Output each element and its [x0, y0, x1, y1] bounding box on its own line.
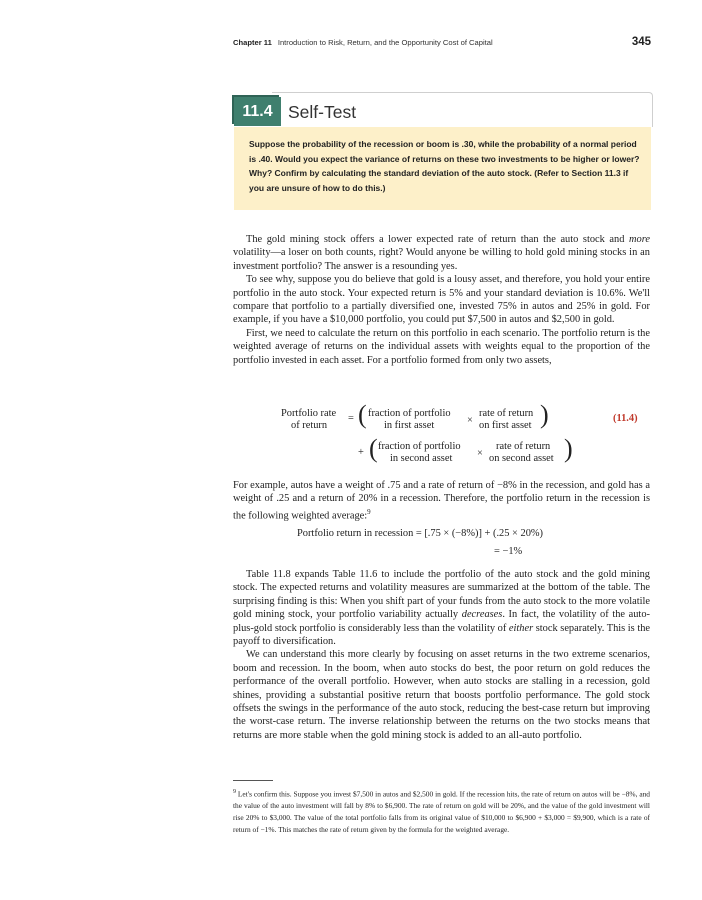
eq-term3-line1: fraction of portfolio — [378, 441, 461, 452]
eq-times-1: × — [467, 415, 473, 426]
eq-term3-line2: in second asset — [390, 453, 453, 464]
paragraph-5 — [233, 568, 650, 648]
eq-term1-line1: fraction of portfolio — [368, 408, 451, 419]
eq-lhs-line2: of return — [291, 420, 328, 431]
self-test-question-panel — [234, 127, 651, 210]
eq-equals: = — [348, 413, 354, 424]
running-header — [233, 38, 651, 52]
eq-term1-line2: in first asset — [384, 420, 435, 431]
paren-close-1: ) — [540, 400, 549, 429]
footnote-marker: 9 — [233, 789, 236, 795]
footnote-ref-9[interactable]: 9 — [367, 507, 371, 516]
paren-close-2: ) — [564, 434, 573, 463]
body-text-top — [233, 233, 650, 367]
eq-recession-line2: = −1% — [494, 546, 523, 557]
eq-term4-line2: on second asset — [489, 453, 554, 464]
eq-term4-line1: rate of return — [496, 441, 551, 452]
eq-term2-line2: on first asset — [479, 420, 532, 431]
p5-text-a: Table 11.8 expands Table 11.6 to include the portfolio of the auto stock and the gold mining stock. The expected returns and volatility measures are summarized at the bottom of the table. The surprising finding is this: When you shift part of your funds from the auto stock to the more volatile gold mining stock, your portfolio variability actually — [233, 569, 650, 621]
self-test-question: Suppose the probability of the recession or boom is .30, while the probability of a normal period is .40. Would you expect the variance of returns on these two investments to be higher or lower? Why? Confirm by calculating the standard deviation of the auto stock. (Refer to Section 11.3 if you are unsure of how to do this.) — [249, 139, 640, 193]
p1-text-a: The gold mining stock offers a lower expected rate of return than the auto stock and — [246, 234, 630, 245]
p4-text: For example, autos have a weight of .75 and a rate of return of −8% in the recession, and gold has a weight of .25 and a return of 20% in a recession. Therefore, the portfolio return in the recession is the following weighted average: — [233, 480, 650, 522]
p1-emphasis: more — [629, 234, 650, 245]
self-test-title: Self-Test — [288, 102, 357, 122]
chapter-label: Chapter 11 — [233, 38, 272, 47]
eq-lhs-line1: Portfolio rate — [281, 408, 337, 419]
paragraph-1 — [233, 233, 650, 273]
self-test-number: 11.4 — [234, 97, 281, 126]
chapter-title: Introduction to Risk, Return, and the Opportunity Cost of Capital — [277, 38, 493, 47]
body-text-middle — [233, 479, 650, 523]
eq-plus: + — [358, 447, 364, 458]
footnote-9 — [233, 787, 650, 836]
eq-recession-line1: Portfolio return in recession = [.75 × (−8%)] + (.25 × 20%) — [297, 528, 544, 539]
body-text-bottom — [233, 568, 650, 742]
paragraph-4 — [233, 479, 650, 523]
paragraph-2: To see why, suppose you do believe that gold is a lousy asset, and therefore, you hold your entire portfolio in the auto stock. Your expected return is 5% and your standard deviation is 10.6%. We'll compare that portfolio to a partially diversified one, invested 75% in autos and 25% in gold. For example, if you have a $10,000 portfolio, you could put $7,500 in autos and $2,500 in gold. — [233, 274, 650, 326]
p5-text-c: stock separately. This is the payoff to diversification. — [233, 622, 651, 648]
paren-open-2: ( — [369, 434, 378, 463]
page-number: 345 — [631, 36, 651, 48]
footnote-text: Let's confirm this. Suppose you invest $7,500 in autos and $2,500 in gold. If the recession hits, the rate of return on autos will be −8%, and the value of the auto investment will fall by 8% to $6,900. The rate of return on gold will be 20%, and the value of the gold investment will rise 20% to $3,000. The value of the total portfolio falls from its original value of $10,000 to $6,900 + $3,000 = $9,900, which is a rate of return of −1%. This matches the rate of return given by the formula for the weighted average. — [233, 789, 650, 834]
footnote-rule — [233, 780, 273, 781]
eq-term2-line1: rate of return — [479, 408, 534, 419]
paren-open-1: ( — [358, 400, 367, 429]
paragraph-6: We can understand this more clearly by focusing on asset returns in the two extreme scenarios, boom and recession. In the boom, when auto stocks do best, the poor return on gold reduces the performance of the overall portfolio. However, when auto stocks are stalling in a recession, gold shines, providing a substantial positive return that boosts portfolio performance. The gold stock offsets the swings in the performance of the auto stock, reducing the best-case return but improving the worst-case return. The inverse relationship between the returns on the two stocks means that returns are more stable when the gold mining stock is added to an all-auto portfolio. — [233, 649, 650, 741]
self-test-box — [232, 92, 653, 210]
p5-text-b: . In fact, the volatility of the auto-plus-gold stock portfolio is considerably less than the volatility of — [233, 609, 650, 634]
p5-emphasis-1: decreases — [461, 609, 503, 621]
p1-text-b: volatility—a loser on both counts, right? Would anyone be willing to hold gold mining stocks in an investment portfolio? The answer is a resounding yes. — [233, 247, 650, 272]
p5-emphasis-2: either — [508, 622, 534, 634]
paragraph-3: First, we need to calculate the return on this portfolio in each scenario. The portfolio return is the weighted average of returns on the individual assets with weights equal to the proportion of the portfolio invested in each asset. For a portfolio formed from only two assets, — [233, 327, 650, 366]
eq-times-2: × — [477, 448, 483, 459]
equation-number: (11.4) — [613, 413, 638, 424]
